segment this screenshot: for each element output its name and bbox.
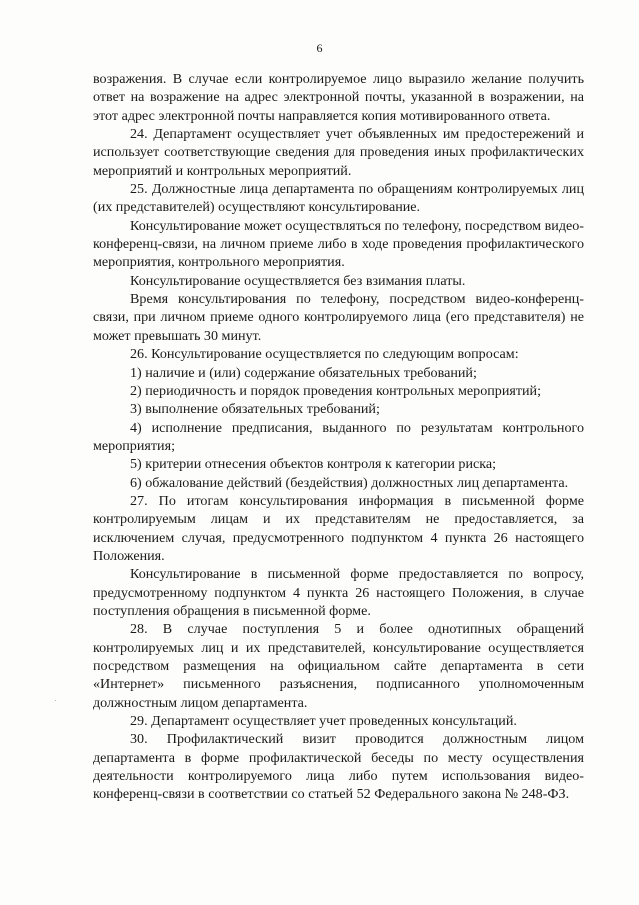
- paragraph-28: 28. В случае поступления 5 и более однотипных обращений контролируемых лиц и их представителей, консультирование осуществляется посредством размещения на официальном сайте департамента в сети «Интернет» письменного разъяснения, подписанного уполномоченным должностным лицом департамента.: [93, 621, 584, 711]
- paragraph-consulting-time: Время консультирования по телефону, посредством видео-конференц-связи, при личном приеме одного контролируемого лица (его представителя) не может превышать 30 минут.: [93, 291, 584, 344]
- paragraph-written-consulting: Консультирование в письменной форме предоставляется по вопросу, предусмотренному подпунктом 4 пункта 26 настоящего Положения, в случае поступления обращения в письменной форме.: [93, 566, 584, 619]
- list-item-5: 5) критерии отнесения объектов контроля к категории риска;: [130, 456, 497, 473]
- list-item-1: 1) наличие и (или) содержание обязательных требований;: [130, 364, 477, 381]
- list-item-3: 3) выполнение обязательных требований;: [130, 401, 380, 418]
- list-item-2: 2) периодичность и порядок проведения контрольных мероприятий;: [130, 382, 542, 399]
- paragraph-30: 30. Профилактический визит проводится должностным лицом департамента в форме профилактической беседы по месту осуществления деятельности контролируемого лица либо путем использования видео-конференц-связи в соответствии со статьей 52 Федерального закона № 248-ФЗ.: [93, 731, 584, 803]
- paragraph-objection-continuation: возражения. В случае если контролируемое лицо выразило желание получить ответ на возражение на адрес электронной почты, указанной в возражении, на этот адрес электронной почты направляется копия мотивированного ответа.: [93, 71, 584, 124]
- page-number: 6: [316, 41, 323, 55]
- paragraph-24: 24. Департамент осуществляет учет объявленных им предостережений и использует соответствующие сведения для проведения иных профилактических мероприятий и контрольных мероприятий.: [93, 126, 584, 179]
- document-body: [93, 70, 584, 804]
- paragraph-consulting-free: Консультирование осуществляется без взимания платы.: [130, 272, 466, 289]
- paragraph-consulting-methods: Консультирование может осуществляться по телефону, посредством видео-конференц-связи, на личном приеме либо в ходе проведения профилактического мероприятия, контрольного мероприятия.: [93, 217, 584, 271]
- scan-speck: [55, 700, 56, 701]
- paragraph-26: 26. Консультирование осуществляется по следующим вопросам:: [130, 346, 519, 363]
- paragraph-27: 27. По итогам консультирования информация в письменной форме контролируемым лицам и их представителям не предоставляется, за исключением случая, предусмотренного подпунктом 4 пункта 26 настоящего Положения.: [93, 492, 584, 564]
- list-item-4: 4) исполнение предписания, выданного по результатам контрольного мероприятия;: [93, 419, 584, 454]
- list-item-6: 6) обжалование действий (бездействия) должностных лиц департамента.: [130, 474, 569, 491]
- paragraph-25: 25. Должностные лица департамента по обращениям контролируемых лиц (их представителей) осуществляют консультирование.: [93, 181, 584, 216]
- paragraph-29: 29. Департамент осуществляет учет проведенных консультаций.: [130, 713, 517, 730]
